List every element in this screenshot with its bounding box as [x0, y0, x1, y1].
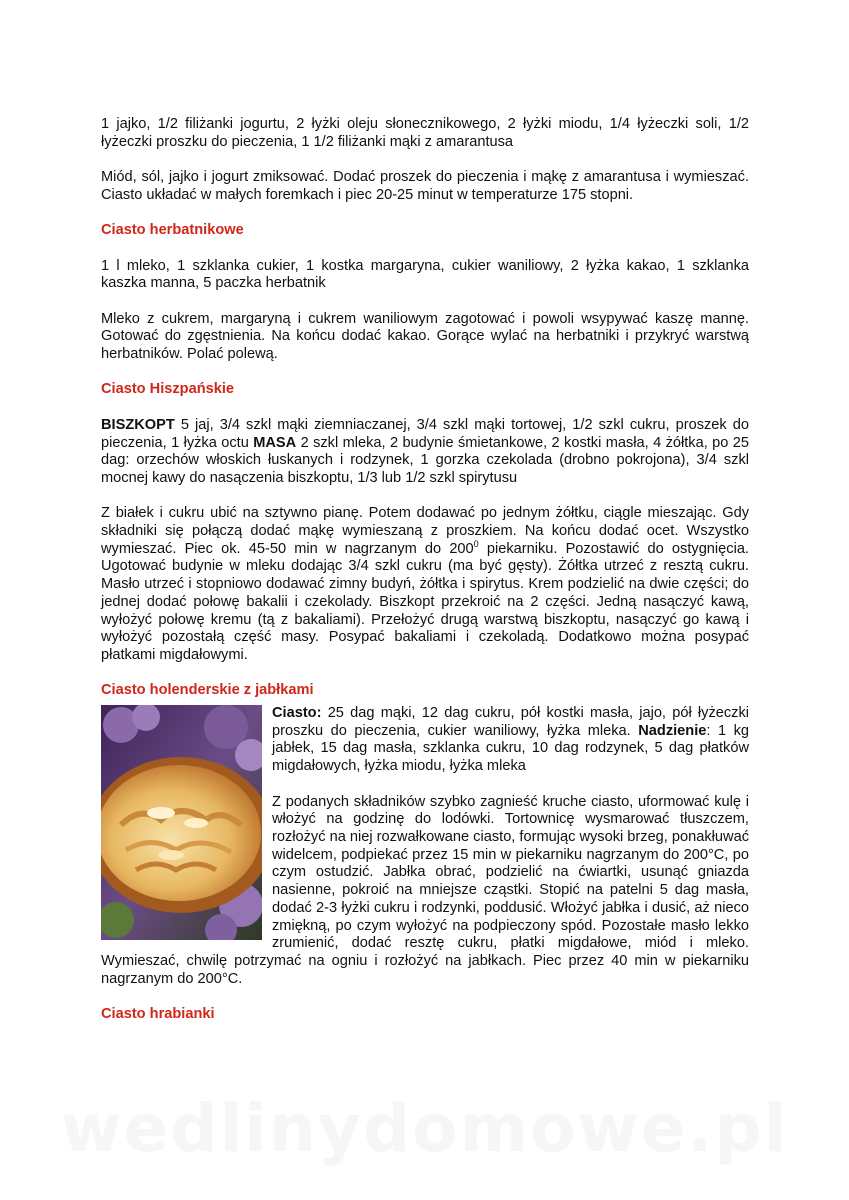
masa-label: MASA [253, 434, 297, 451]
nadzienie-label: Nadzienie [638, 722, 707, 739]
biszkopt-text: 5 jaj, 3/4 szkl mąki ziemniaczanej, 3/4 szkl mąki tortowej, 1/2 szkl cukru, proszek do pieczenia, 1 łyżka octu [101, 416, 749, 451]
watermark: wedlinydomowe.pl [60, 1090, 789, 1167]
ciasto-label: Ciasto: [272, 705, 322, 722]
recipe-title-hiszpanskie: Ciasto Hiszpańskie [101, 381, 235, 398]
degree-superscript: 0 [473, 538, 479, 549]
apple-tart-photo [101, 705, 262, 940]
recipe-ingredients: Ciasto: 25 dag mąki, 12 dag cukru, pół kostki masła, jajo, pół łyżeczki proszku do pieczenia, cukier waniliowy, łyżka mleka. Nadzienie: 1 kg jabłek, 15 dag masła, szklanka cukru, 10 dag rodzynek, 5 dag płatków migdałowych, łyżka miodu, łyżka mleka [272, 705, 749, 775]
document-page [101, 116, 749, 1024]
recipe-title-hrabianki: Ciasto hrabianki [101, 1006, 215, 1022]
recipe-ingredients: 1 l mleko, 1 szklanka cukier, 1 kostka margaryna, cukier waniliowy, 2 łyżka kakao, 1 szklanka kaszka manna, 5 paczka herbatnik [101, 257, 749, 292]
recipe-with-photo [101, 705, 749, 988]
recipe-method: Z białek i cukru ubić na sztywno pianę. Potem dodawać po jednym żółtku, ciągle mieszając. Gdy składniki się połączą dodać mąkę wymieszaną z proszkiem. Na końcu dodać ocet. Wszystko wymieszać. Piec ok. 45-50 min w nagrzanym do $200^0$ piekarniku. Pozostawić do ostygnięcia. Ugotować budynie w mleku dodając 3/4 szkl cukru (ma być gęsty). Żółtka utrzeć z resztą cukru. Masło utrzeć i stopniowo dodawać zimny budyń, żółtka i spirytus. Krem podzielić na dwie części; do jednej dodać połowę bakalii i czekolady. Biszkopt przekroić na 2 części. Jedną nasączyć kawą, wyłożyć połowę kremu (tą z bakaliami). Przełożyć drugą warstwą biszkoptu, nasączyć go kawą i wyłożyć pozostałą część masy. Posypać bakaliami i czekoladą. Dodatkowo można posypać płatkami migdałowymi. [101, 505, 749, 663]
masa-text: 2 szkl mleka, 2 budynie śmietankowe, 2 kostki masła, 4 żółtka, po 25 dag: orzechów włoskich łuskanych i rodzynek, 1 gorzka czekolada (drobno pokrojona), 3/4 szkl mocnej kawy do nasączenia biszkoptu, 1/3 lub 1/2 szkl spirytusu [101, 434, 749, 486]
recipe-title-holenderskie: Ciasto holenderskie z jabłkami [101, 682, 314, 699]
recipe-ingredients [101, 417, 749, 488]
apple-tart-photo-icon [101, 705, 262, 940]
recipe-method: Mleko z cukrem, margaryną i cukrem waniliowym zagotować i powoli wsypywać kaszę mannę. Gotować do zgęstnienia. Na końcu dodać kakao. Gorące wylać na herbatniki i przykryć warstwą herbatników. Polać polewą. [101, 310, 749, 363]
recipe-title-herbatnikowe: Ciasto herbatnikowe [101, 222, 244, 239]
recipe-method: Miód, sól, jajko i jogurt zmiksować. Dodać proszek do pieczenia i mąkę z amarantusa i wymieszać. Ciasto układać w małych foremkach i piec 20-25 minut w temperaturze 175 stopni. [101, 169, 749, 203]
biszkopt-label: BISZKOPT [101, 416, 175, 433]
recipe-method: Z podanych składników szybko zagnieść kruche ciasto, uformować kulę i włożyć na godzinę do lodówki. Tortownicę wysmarować tłuszczem, rozłożyć na niej rozwałkowane ciasto, formując wysoki brzeg, ponakłuwać widelcem, podpiekać przez 15 min w piekarniku nagrzanym do 200°C, po czym ostudzić. Jabłka obrać, podzielić na ćwiartki, usunąć gniazda nasienne, pokroić na mniejsze cząstki. Stopić na patelni 5 dag masła, dodać 2-3 łyżki cukru i rodzynki, poddusić. Włożyć jabłka i dusić, aż nieco zmiękną, po czym wyłożyć na podpieczony spód. Pozostałe masło lekko zrumienić, dodać resztę cukru, płatki migdałowe, miód i mleko. Wymieszać, chwilę potrzymać na ogniu i rozłożyć na jabłkach. Piec przez 40 min w piekarniku nagrzanym do 200°C. [101, 793, 749, 987]
recipe-ingredients: 1 jajko, 1/2 filiżanki jogurtu, 2 łyżki oleju słonecznikowego, 2 łyżki miodu, 1/4 łyżeczki soli, 1/2 łyżeczki proszku do pieczenia, 1 1/2 filiżanki mąki z amarantusa [101, 116, 749, 150]
